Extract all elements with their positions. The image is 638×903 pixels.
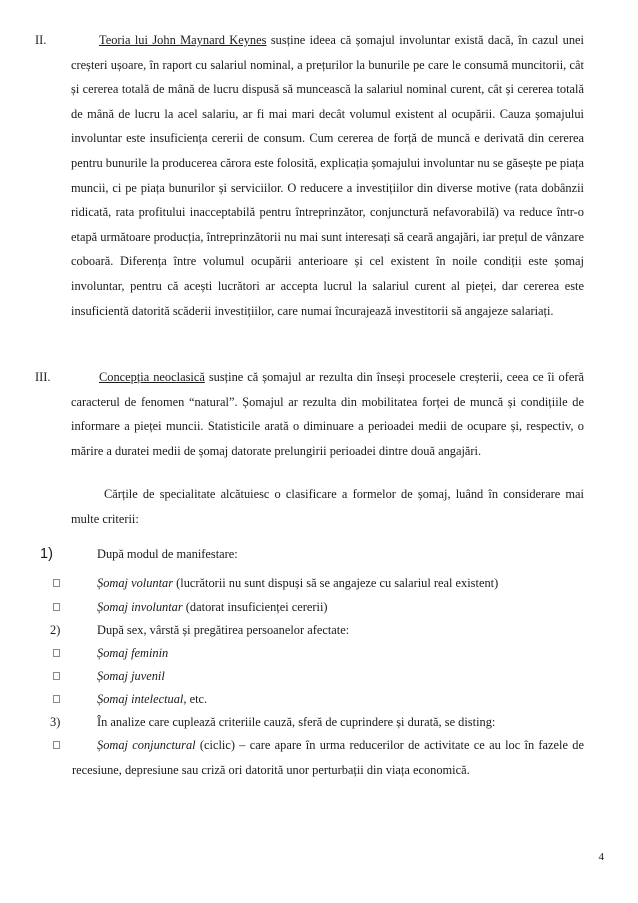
section-ii-paragraph: Teoria lui John Maynard Keynes susține ideea că șomajul involuntar există dacă, în cazul unei creșteri ușoare, în raport cu salariul nominal, a prețurilor la bunurile pe care le consumă muncitorii, cât și cererea totală de mână de lucru dispusă să muncească la salariul nominal curent, cât și cererea totală de mână de lucru la acel salariu, ar fi mai mari decât volumul existent al ocupării. Cauza șomajului involuntar este insuficiența cererii de consum. Cum cererea de forță de muncă e derivată din cererea pentru bunurile la producerea cărora este folosită, explicația șomajului involuntar nu se găsește pe piața muncii, ci pe piața bunurilor și serviciilor. O reducere a investițiilor din diverse motive (rata dobânzii ridicată, rata profitului inacceptabilă pentru întreprinzător, conjunctură nefavorabilă) va reduce într-o etapă următoare producția, întreprinzătorii nu mai sunt interesați să ceară angajări, iar prețul de vânzare coboară. Diferența între volumul ocupării anterioare și cel existent în noile condiții este șomaj involuntar, pentru că acești lucrători ar accepta lucrul la salariul curent al pieței, dar cererea este insuficientă datorită scăderii investițiilor, care numai încurajează investitorii să angajeze salariați. (71, 33, 584, 318)
bullet-box-icon (53, 649, 60, 657)
list-item (0, 571, 638, 595)
criterion-2-label: După sex, vârstă și pregătirea persoanelor afectate: (97, 623, 350, 637)
classification-intro-paragraph: Cărțile de specialitate alcătuiesc o clasificare a formelor de șomaj, luând în considerare mai multe criterii: (71, 487, 584, 526)
criterion-2-number: 2) (50, 623, 61, 637)
classification-intro-block (71, 482, 584, 531)
section-ii-block (71, 28, 584, 323)
list-item (0, 687, 638, 711)
list-item (0, 641, 638, 665)
criterion-3-row (0, 710, 638, 734)
section-iii-paragraph: Concepția neoclasică susține că șomajul ar rezulta din înseși procesele creșterii, ceea ce îi oferă caracterul de fenomen “natural”. Șomajul ar rezulta din mobilitatea forței de muncă și condițiile de informare a pieței muncii. Statisticile arată o diminuare a perioadei medii de ocupare și, respectiv, o mărire a duratei medii de șomaj datorate prelungirii perioadei dintre două angajări. (71, 370, 584, 458)
criterion-2-item-3: Șomaj intelectual, etc. (97, 692, 208, 706)
criterion-3-number: 3) (50, 715, 61, 729)
section-ii-numeral: II. (35, 33, 47, 47)
list-item (0, 595, 638, 619)
criterion-1-item-2: Șomaj involuntar (datorat insuficienței cererii) (97, 600, 328, 614)
criterion-2-row (0, 618, 638, 642)
criterion-1-row (0, 542, 638, 566)
section-iii-numeral: III. (35, 370, 51, 384)
criterion-3-item-1-block (72, 733, 584, 782)
criterion-3-item-1: Șomaj conjunctural (ciclic) – care apare în urma reducerilor de activitate ce au loc în fazele de recesiune, depresiune sau criză ori datorită unor perturbații din viața economică. (72, 738, 584, 777)
bullet-box-icon (53, 672, 60, 680)
criterion-1-label: După modul de manifestare: (97, 547, 238, 561)
criterion-1-item-1: Șomaj voluntar (lucrătorii nu sunt dispuși să se angajeze cu salariul real existent) (97, 576, 499, 590)
criterion-2-item-1: Șomaj feminin (97, 646, 169, 660)
list-item (0, 664, 638, 688)
bullet-box-icon (53, 603, 60, 611)
criterion-2-item-2: Șomaj juvenil (97, 669, 165, 683)
criterion-3-label: În analize care cuplează criteriile cauză, sferă de cuprindere și durată, se disting: (97, 715, 496, 729)
section-iii-block (71, 365, 584, 463)
criterion-1-number: 1) (40, 546, 53, 562)
page-number: 4 (598, 851, 604, 863)
bullet-box-icon (53, 695, 60, 703)
bullet-box-icon (53, 741, 60, 749)
bullet-box-icon (53, 579, 60, 587)
